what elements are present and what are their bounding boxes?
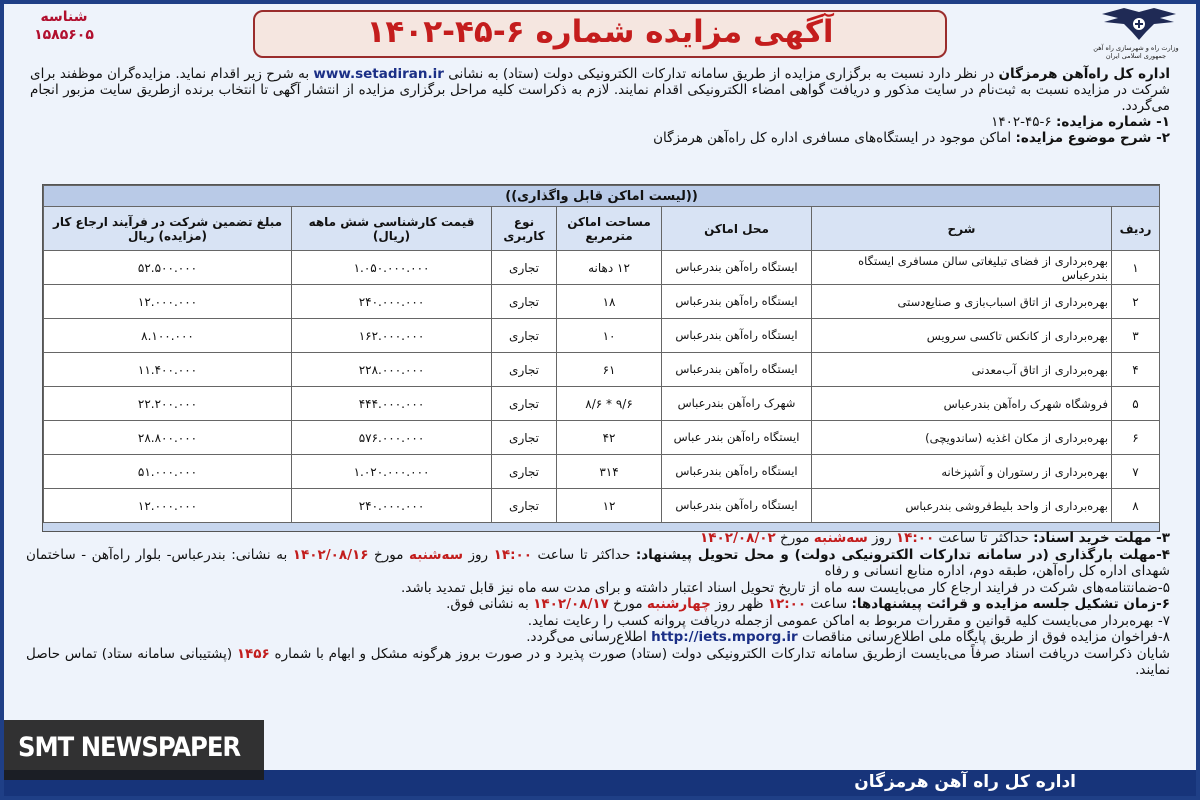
term-4-date: ۱۴۰۲/۰۸/۱۶	[292, 546, 369, 563]
auction-terms	[26, 530, 1170, 679]
term-8-text: ۸-فراخوان مزایده فوق از طریق پایگاه ملی اطلاع‌رسانی مناقصات	[797, 629, 1170, 645]
header-usage: نوع کاربری	[492, 207, 557, 251]
org-name: اداره کل راه‌آهن هرمزگان	[998, 66, 1170, 82]
row-description: بهره‌برداری از فضای تبلیغاتی سالن مسافری ایستگاه بندرعباس	[812, 251, 1112, 285]
term-3-text: حداکثر تا ساعت	[934, 530, 1034, 546]
header-area: مساحت اماکن مترمربع	[557, 207, 662, 251]
row-description: فروشگاه شهرک راه‌آهن بندرعباس	[812, 387, 1112, 421]
row-usage: تجاری	[492, 319, 557, 353]
row-guarantee: ۱۲.۰۰۰.۰۰۰	[44, 489, 292, 523]
row-number: ۶	[1112, 421, 1160, 455]
org-signature: اداره کل راه آهن هرمزگان	[854, 772, 1076, 792]
row-area: ۱۲ دهانه	[557, 251, 662, 285]
intro-text-1: در نظر دارد نسبت به برگزاری مزایده از طریق سامانه تدارکات الکترونیکی دولت (ستاد) به نشانی	[443, 66, 999, 82]
row-guarantee: ۸.۱۰۰.۰۰۰	[44, 319, 292, 353]
item2-value: اماکن موجود در ایستگاه‌های مسافری اداره کل راه‌آهن هرمزگان	[653, 130, 1016, 146]
row-usage: تجاری	[492, 489, 557, 523]
term-4-text3: مورخ	[368, 546, 410, 563]
row-guarantee: ۲۲.۲۰۰.۰۰۰	[44, 387, 292, 421]
wings-logo-icon	[1094, 6, 1184, 46]
row-area: ۱۸	[557, 285, 662, 319]
row-usage: تجاری	[492, 353, 557, 387]
term-7: ۷- بهره‌بردار می‌بایست کلیه قوانین و مقررات مربوط به اماکن عمومی ازجمله دریافت پروانه کسب را رعایت نماید.	[527, 612, 1170, 629]
row-description: بهره‌برداری از کانکس تاکسی سرویس	[812, 319, 1112, 353]
header-description: شرح	[812, 207, 1112, 251]
row-price: ۵۷۶.۰۰۰.۰۰۰	[292, 421, 492, 455]
page-title: آگهی مزایده شماره ۶-۴۵-۱۴۰۲	[366, 14, 834, 50]
header-row-number: ردیف	[1112, 207, 1160, 251]
row-guarantee: ۲۸.۸۰۰.۰۰۰	[44, 421, 292, 455]
row-price: ۲۴۰.۰۰۰.۰۰۰	[292, 489, 492, 523]
header-price: قیمت کارشناسی شش ماهه (ریال)	[292, 207, 492, 251]
row-number: ۵	[1112, 387, 1160, 421]
row-number: ۴	[1112, 353, 1160, 387]
watermark-badge	[4, 708, 264, 796]
table-row	[44, 489, 1160, 523]
note-text2: (پشتیبانی سامانه ستاد) تماس حاصل نمایند.	[26, 645, 1170, 678]
row-location: شهرک راه‌آهن بندرعباس	[662, 387, 812, 421]
row-location: ایستگاه راه‌آهن بندرعباس	[662, 319, 812, 353]
row-usage: تجاری	[492, 251, 557, 285]
term-3-text3: مورخ	[775, 530, 814, 546]
header-guarantee: مبلغ تضمین شرکت در فرآیند ارجاع کار (مزایده) ریال	[44, 207, 292, 251]
row-price: ۲۴۰.۰۰۰.۰۰۰	[292, 285, 492, 319]
row-description: بهره‌برداری از مکان اغذیه (ساندویچی)	[812, 421, 1112, 455]
intro-text-2: به شرح زیر اقدام نماید. مزایده‌گران موظفند برای شرکت در مزایده نسبت به ثبت‌نام در سایت مذکور و دریافت گواهی امضاء الکترونیکی اقدام نمایند. لازم به ذکراست کلیه مراحل برگزاری مزایده از انتشار آگهی تا انتخاب برنده ازطریق سایت مزبور انجام می‌گردد.	[30, 66, 1170, 114]
header-location: محل اماکن	[662, 207, 812, 251]
term-3-date: ۱۴۰۲/۰۸/۰۲	[699, 530, 776, 546]
row-location: ایستگاه راه‌آهن بندرعباس	[662, 455, 812, 489]
table-row	[44, 251, 1160, 285]
row-guarantee: ۵۱.۰۰۰.۰۰۰	[44, 455, 292, 489]
support-phone: ۱۴۵۶	[236, 645, 270, 662]
auction-subject-line	[30, 130, 1170, 146]
term-8	[26, 629, 1170, 646]
logo-caption: وزارت راه و شهرسازی راه آهن جمهوری اسلامی ایران	[1093, 44, 1179, 60]
serial-number: ۱۵۸۵۶۰۵	[34, 27, 94, 43]
term-6-text4: به نشانی فوق.	[446, 596, 534, 612]
row-description: بهره‌برداری از واحد بلیط‌فروشی بندرعباس	[812, 489, 1112, 523]
term-6	[26, 596, 1170, 613]
term-6-day: چهارشنبه	[646, 596, 711, 612]
term-6-text: ساعت	[806, 596, 852, 612]
row-description: بهره‌برداری از اتاق آب‌معدنی	[812, 353, 1112, 387]
title-band	[253, 10, 947, 58]
term-6-date: ۱۴۰۲/۰۸/۱۷	[533, 596, 609, 612]
term-8-text2: اطلاع‌رسانی می‌گردد.	[526, 629, 652, 645]
intro-paragraph	[30, 66, 1170, 146]
table-row	[44, 387, 1160, 421]
term-4-day: سه‌شنبه	[409, 546, 463, 563]
term-6-text2: ظهر روز	[710, 596, 768, 612]
term-3	[26, 530, 1170, 547]
term-4-label: ۴-مهلت بارگذاری (در سامانه تدارکات الکترونیکی دولت) و محل تحویل پیشنهاد:	[635, 546, 1170, 563]
row-number: ۱	[1112, 251, 1160, 285]
ministry-logo	[1094, 6, 1184, 58]
term-4-time: ۱۴:۰۰	[493, 546, 532, 563]
row-area: ۶۱	[557, 353, 662, 387]
row-number: ۷	[1112, 455, 1160, 489]
row-guarantee: ۱۲.۰۰۰.۰۰۰	[44, 285, 292, 319]
row-area: ۳۱۴	[557, 455, 662, 489]
row-price: ۱.۰۲۰.۰۰۰.۰۰۰	[292, 455, 492, 489]
term-3-day: سه‌شنبه	[813, 530, 868, 546]
term-4-address: به نشانی: بندرعباس- بلوار راه‌آهن - ساختمان شهدای اداره کل راه‌آهن، طبقه دوم، اداره منابع انسانی و رفاه	[26, 546, 1170, 579]
setad-website-link[interactable]: www.setadiran.ir	[313, 66, 444, 82]
item1-label: ۱- شماره مزایده:	[1055, 114, 1170, 130]
row-area: ۴۲	[557, 421, 662, 455]
auction-number-line	[30, 114, 1170, 130]
term-6-time: ۱۲:۰۰	[767, 596, 807, 612]
row-location: ایستگاه راه‌آهن بندرعباس	[662, 489, 812, 523]
term-3-label: ۳- مهلت خرید اسناد:	[1033, 530, 1170, 546]
row-number: ۲	[1112, 285, 1160, 319]
table-header-row	[44, 207, 1160, 251]
row-price: ۴۴۴.۰۰۰.۰۰۰	[292, 387, 492, 421]
term-6-label: ۶-زمان تشکیل جلسه مزایده و قرائت پیشنهادها:	[851, 596, 1170, 612]
table-caption: ((لیست اماکن قابل واگذاری))	[44, 186, 1160, 207]
places-table	[42, 184, 1160, 532]
term-4-text: حداکثر تا ساعت	[531, 546, 636, 563]
row-usage: تجاری	[492, 455, 557, 489]
iets-link[interactable]: http://iets.mporg.ir	[651, 629, 798, 645]
table-row	[44, 455, 1160, 489]
table-row	[44, 285, 1160, 319]
row-price: ۲۲۸.۰۰۰.۰۰۰	[292, 353, 492, 387]
term-3-time: ۱۴:۰۰	[895, 530, 935, 546]
row-guarantee: ۱۱.۴۰۰.۰۰۰	[44, 353, 292, 387]
row-location: ایستگاه راه‌آهن بندرعباس	[662, 353, 812, 387]
row-usage: تجاری	[492, 387, 557, 421]
row-area: ۹/۶ * ۸/۶	[557, 387, 662, 421]
table-row	[44, 421, 1160, 455]
support-note	[26, 646, 1170, 679]
row-area: ۱۰	[557, 319, 662, 353]
serial-box	[14, 8, 114, 44]
table-row	[44, 353, 1160, 387]
row-location: ایستگاه راه‌آهن بندرعباس	[662, 251, 812, 285]
row-area: ۱۲	[557, 489, 662, 523]
row-description: بهره‌برداری از اتاق اسباب‌بازی و صنایع‌دستی	[812, 285, 1112, 319]
item1-value: ۶-۴۵-۱۴۰۲	[991, 114, 1056, 130]
term-5: ۵-ضمانتنامه‌های شرکت در فرایند ارجاع کار می‌بایست سه ماه از تاریخ تحویل اسناد اعتبار داشته و برای مدت سه ماه نیز قابل تمدید باشد.	[401, 579, 1170, 596]
row-description: بهره‌برداری از رستوران و آشپزخانه	[812, 455, 1112, 489]
watermark-text: SMT NEWSPAPER	[18, 732, 241, 763]
table-row	[44, 319, 1160, 353]
note-text: شایان ذکراست دریافت اسناد صرفاً می‌بایست ازطریق سامانه تدارکات الکترونیکی دولت (ستاد) صورت پذیرد و در صورت بروز هرگونه مشکل و ابهام با شماره	[269, 645, 1170, 662]
row-location: ایستگاه راه‌آهن بندرعباس	[662, 285, 812, 319]
item2-label: ۲- شرح موضوع مزایده:	[1015, 130, 1170, 146]
row-guarantee: ۵۲.۵۰۰.۰۰۰	[44, 251, 292, 285]
row-usage: تجاری	[492, 285, 557, 319]
serial-label: شناسه	[40, 9, 88, 25]
row-price: ۱.۰۵۰.۰۰۰.۰۰۰	[292, 251, 492, 285]
term-6-text3: مورخ	[608, 596, 647, 612]
term-4-text2: روز	[462, 546, 494, 563]
header	[8, 6, 1192, 58]
row-number: ۸	[1112, 489, 1160, 523]
row-usage: تجاری	[492, 421, 557, 455]
row-location: ایستگاه راه‌آهن بندر عباس	[662, 421, 812, 455]
row-number: ۳	[1112, 319, 1160, 353]
row-price: ۱۶۲.۰۰۰.۰۰۰	[292, 319, 492, 353]
term-3-text2: روز	[867, 530, 896, 546]
term-4	[26, 547, 1170, 580]
